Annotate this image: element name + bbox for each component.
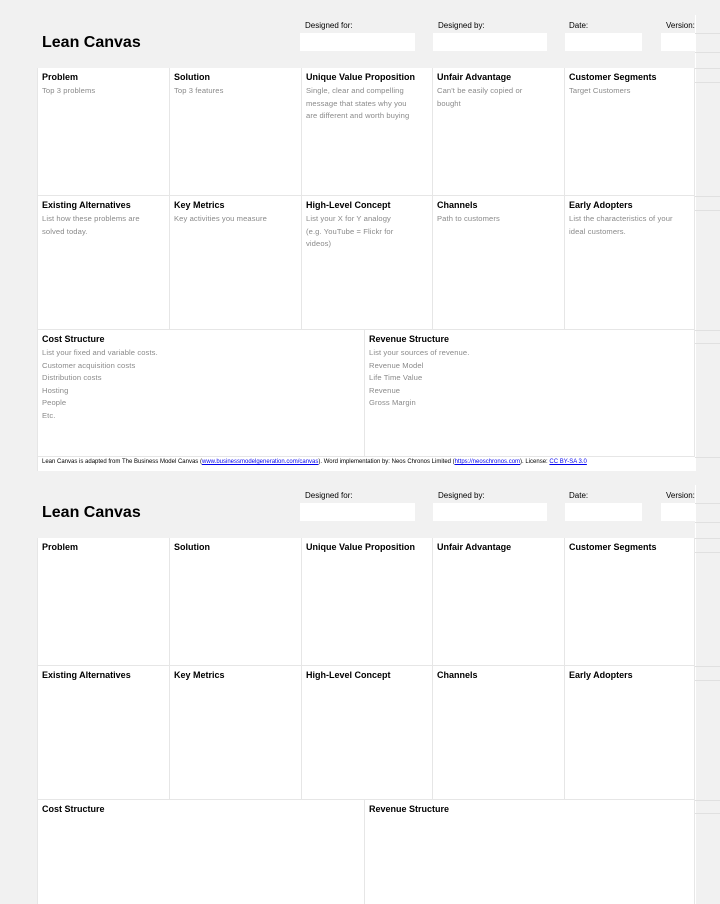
neoschronos-link[interactable]: https://neoschronos.com (454, 459, 521, 465)
date-field[interactable] (565, 33, 642, 51)
cell-heading: Unique Value Proposition (306, 542, 416, 552)
margin-rule (695, 210, 720, 211)
cell-existing-alternatives[interactable] (38, 196, 170, 330)
cell-hint: Single, clear and compelling message that states why you are different and worth buying (306, 86, 410, 120)
margin-rule (695, 538, 720, 539)
footer-text: ). License: (520, 459, 550, 465)
date-label: Date: (569, 21, 589, 30)
cell-heading: Key Metrics (174, 200, 225, 210)
cell-hint: Can't be easily copied or bought (437, 86, 523, 108)
cell-hint: List your X for Y analogy (e.g. YouTube = Flickr for videos) (306, 214, 394, 248)
version-field[interactable] (661, 33, 695, 51)
margin-rule (695, 552, 720, 553)
designed-by-label: Designed by: (438, 491, 485, 500)
cell-heading: High-Level Concept (306, 200, 391, 210)
designed-by-field[interactable] (433, 33, 547, 51)
version-label: Version: (666, 491, 695, 500)
cell-heading: Existing Alternatives (42, 200, 131, 210)
cell-channels[interactable] (433, 666, 565, 800)
margin-rule (695, 330, 720, 331)
cell-heading: Cost Structure (42, 804, 105, 814)
cell-solution[interactable] (170, 538, 302, 666)
cell-hint: List your sources of revenue. Revenue Model Life Time Value Revenue Gross Margin (369, 348, 470, 407)
margin-rule (695, 343, 720, 344)
margin-rule (695, 800, 720, 801)
margin-rule (695, 457, 720, 458)
cell-heading: Cost Structure (42, 334, 105, 344)
cell-solution[interactable] (170, 68, 302, 196)
cell-heading: Channels (437, 670, 478, 680)
cell-heading: Problem (42, 542, 79, 552)
cell-existing-alternatives[interactable] (38, 666, 170, 800)
cell-hint: List the characteristics of your ideal customers. (569, 214, 673, 236)
designed-for-label: Designed for: (305, 491, 353, 500)
cell-heading: Customer Segments (569, 72, 657, 82)
cell-problem[interactable] (38, 538, 170, 666)
date-field[interactable] (565, 503, 642, 521)
cell-heading: Existing Alternatives (42, 670, 131, 680)
cell-heading: Unfair Advantage (437, 72, 512, 82)
designed-by-label: Designed by: (438, 21, 485, 30)
cell-hint: Path to customers (437, 214, 500, 223)
margin-rule (695, 196, 720, 197)
cell-heading: Unique Value Proposition (306, 72, 416, 82)
footer-text: ). Word implementation by: Neos Chronos Limited ( (318, 459, 455, 465)
license-link[interactable]: CC BY-SA 3.0 (549, 459, 587, 465)
cell-unique-value-proposition[interactable] (302, 538, 433, 666)
cell-customer-segments[interactable] (565, 68, 695, 196)
cell-heading: Channels (437, 200, 478, 210)
version-label: Version: (666, 21, 695, 30)
designed-for-field[interactable] (300, 503, 415, 521)
margin-rule (695, 33, 720, 34)
cell-unfair-advantage[interactable] (433, 538, 565, 666)
cell-heading: High-Level Concept (306, 670, 391, 680)
cell-key-metrics[interactable] (170, 196, 302, 330)
cell-hint: Top 3 features (174, 86, 224, 95)
margin-rule (695, 680, 720, 681)
cell-heading: Revenue Structure (369, 804, 450, 814)
margin-rule (695, 82, 720, 83)
cell-unique-value-proposition[interactable] (302, 68, 433, 196)
margin-rule (695, 666, 720, 667)
cell-hint: Key activities you measure (174, 214, 267, 223)
cell-hint: Top 3 problems (42, 86, 96, 95)
version-field[interactable] (661, 503, 695, 521)
cell-key-metrics[interactable] (170, 666, 302, 800)
cell-heading: Key Metrics (174, 670, 225, 680)
attribution-footer (42, 459, 587, 465)
margin-rule (695, 68, 720, 69)
business-model-link[interactable]: www.businessmodelgeneration.com/canvas (201, 459, 319, 465)
cell-heading: Solution (174, 542, 210, 552)
cell-heading: Solution (174, 72, 210, 82)
canvas-title: Lean Canvas (42, 504, 141, 521)
cell-heading: Problem (42, 72, 79, 82)
margin-rule (695, 503, 720, 504)
canvas-title: Lean Canvas (42, 34, 141, 51)
designed-by-field[interactable] (433, 503, 547, 521)
cell-heading: Unfair Advantage (437, 542, 512, 552)
margin-rule (695, 522, 720, 523)
cell-high-level-concept[interactable] (302, 196, 433, 330)
cell-hint: List your fixed and variable costs. Customer acquisition costs Distribution costs Hosting People Etc. (42, 348, 158, 420)
cell-unfair-advantage[interactable] (433, 68, 565, 196)
cell-revenue-structure[interactable] (365, 330, 695, 457)
cell-channels[interactable] (433, 196, 565, 330)
margin-rule (695, 813, 720, 814)
designed-for-label: Designed for: (305, 21, 353, 30)
date-label: Date: (569, 491, 589, 500)
cell-early-adopters[interactable] (565, 196, 695, 330)
cell-hint: Target Customers (569, 86, 631, 95)
cell-customer-segments[interactable] (565, 538, 695, 666)
cell-early-adopters[interactable] (565, 666, 695, 800)
cell-cost-structure[interactable] (38, 330, 365, 457)
margin-rule (695, 52, 720, 53)
cell-hint: List how these problems are solved today. (42, 214, 140, 236)
cell-revenue-structure[interactable] (365, 800, 695, 904)
footer-text: Lean Canvas is adapted from The Business Model Canvas ( (42, 459, 202, 465)
cell-heading: Revenue Structure (369, 334, 450, 344)
cell-heading: Early Adopters (569, 200, 633, 210)
designed-for-field[interactable] (300, 33, 415, 51)
cell-cost-structure[interactable] (38, 800, 365, 904)
cell-heading: Customer Segments (569, 542, 657, 552)
cell-problem[interactable] (38, 68, 170, 196)
cell-high-level-concept[interactable] (302, 666, 433, 800)
cell-heading: Early Adopters (569, 670, 633, 680)
